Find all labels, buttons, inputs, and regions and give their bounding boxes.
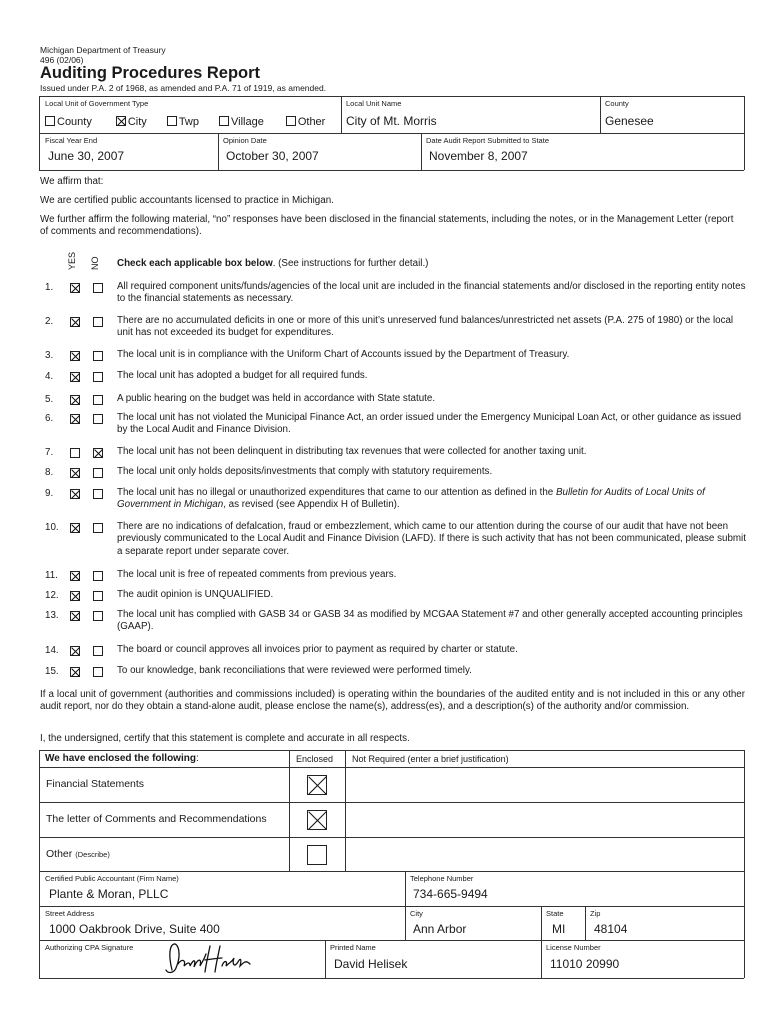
unit-type-city[interactable] bbox=[116, 116, 147, 128]
unit-type-options bbox=[45, 116, 325, 128]
zip-value[interactable]: 48104 bbox=[594, 922, 628, 936]
item-text: A public hearing on the budget was held in accordance with State statute. bbox=[117, 393, 436, 404]
unit-type-checkbox[interactable] bbox=[286, 116, 296, 126]
no-checkbox[interactable] bbox=[93, 283, 103, 293]
enclosed-row-label: Financial Statements bbox=[46, 778, 145, 790]
submitted-date-value[interactable]: November 8, 2007 bbox=[429, 149, 528, 163]
unit-type-other[interactable] bbox=[286, 116, 326, 128]
yes-column-header: YES bbox=[67, 251, 77, 270]
item-number: 4. bbox=[45, 371, 54, 382]
county-label: County bbox=[605, 99, 629, 108]
certify-statement: I, the undersigned, certify that this statement is complete and accurate in all respects. bbox=[40, 733, 410, 744]
item-number: 15. bbox=[45, 666, 59, 677]
cpa-signature bbox=[160, 940, 260, 978]
unit-type-label-text: Village bbox=[231, 116, 264, 128]
unit-type-label-text: County bbox=[57, 116, 92, 128]
unit-name-label: Local Unit Name bbox=[346, 99, 402, 108]
item-text: The local unit has complied with GASB 34 or GASB 34 as modified by MCGAA Statement #7 and other generally accepted accounting principles (GAAP). bbox=[117, 609, 743, 633]
item-number: 14. bbox=[45, 645, 59, 656]
enclosed-row-label: The letter of Comments and Recommendations bbox=[46, 813, 267, 825]
item-number: 2. bbox=[45, 316, 54, 327]
telephone-label: Telephone Number bbox=[410, 874, 474, 883]
county-value[interactable]: Genesee bbox=[605, 114, 654, 128]
yes-checkbox[interactable] bbox=[70, 571, 80, 581]
no-checkbox[interactable] bbox=[93, 611, 103, 621]
yes-checkbox[interactable] bbox=[70, 489, 80, 499]
item-text: The board or council approves all invoices prior to payment as required by charter or statute. bbox=[117, 644, 518, 655]
item-number: 3. bbox=[45, 350, 54, 361]
yes-checkbox[interactable] bbox=[70, 611, 80, 621]
city-label: City bbox=[410, 909, 423, 918]
unit-type-checkbox[interactable] bbox=[116, 116, 126, 126]
no-checkbox[interactable] bbox=[93, 489, 103, 499]
no-checkbox[interactable] bbox=[93, 414, 103, 424]
item-number: 1. bbox=[45, 282, 54, 293]
page-title: Auditing Procedures Report bbox=[40, 64, 261, 82]
no-checkbox[interactable] bbox=[93, 448, 103, 458]
state-label: State bbox=[546, 909, 564, 918]
signature-label: Authorizing CPA Signature bbox=[45, 943, 134, 952]
yes-checkbox[interactable] bbox=[70, 667, 80, 677]
enclosed-checkbox[interactable] bbox=[307, 775, 327, 795]
item-text: The local unit has not violated the Municipal Finance Act, an order issued under the Emergency Municipal Loan Act, or other guidance as issued by the Local Audit and Finance Division. bbox=[117, 412, 742, 436]
no-checkbox[interactable] bbox=[93, 468, 103, 478]
street-value[interactable]: 1000 Oakbrook Drive, Suite 400 bbox=[49, 922, 220, 936]
license-value[interactable]: 11010 20990 bbox=[550, 957, 620, 971]
item-text: There are no accumulated deficits in one or more of this unit’s unreserved fund balances/unrestricted net assets (P.A. 275 of 1980) or the local unit has not exceeded its budget for expenditures. bbox=[117, 315, 734, 339]
yes-checkbox[interactable] bbox=[70, 351, 80, 361]
street-label: Street Address bbox=[45, 909, 95, 918]
department-name: Michigan Department of Treasury bbox=[40, 45, 166, 55]
unit-type-label-text: Other bbox=[297, 116, 326, 128]
item-text: The audit opinion is UNQUALIFIED. bbox=[117, 589, 274, 600]
enclosed-column-header: Enclosed bbox=[296, 754, 334, 764]
yes-checkbox[interactable] bbox=[70, 523, 80, 533]
no-checkbox[interactable] bbox=[93, 667, 103, 677]
affirm-cpa: We are certified public accountants licensed to practice in Michigan. bbox=[40, 195, 334, 206]
cpa-firm-value[interactable]: Plante & Moran, PLLC bbox=[49, 887, 169, 901]
no-checkbox[interactable] bbox=[93, 395, 103, 405]
yes-checkbox[interactable] bbox=[70, 414, 80, 424]
item-number: 5. bbox=[45, 394, 54, 405]
item-number: 12. bbox=[45, 590, 59, 601]
enclosed-row-label: Other (Describe) bbox=[46, 848, 110, 860]
affirm-disclosure: We further affirm the following material, “no” responses have been disclosed in the financial statements, including the notes, or in the Management Letter (report of comments and recommendations). bbox=[40, 214, 734, 238]
city-value[interactable]: Ann Arbor bbox=[413, 922, 467, 936]
submitted-date-label: Date Audit Report Submitted to State bbox=[426, 136, 549, 145]
opinion-date-value[interactable]: October 30, 2007 bbox=[226, 149, 319, 163]
unit-type-twp[interactable] bbox=[167, 116, 199, 128]
license-label: License Number bbox=[546, 943, 601, 952]
no-checkbox[interactable] bbox=[93, 571, 103, 581]
item-text: The local unit has no illegal or unauthorized expenditures that came to our attention as defined in the Bulletin for Audits of Local Units of Government in Michigan, as revised (see Appendix H of Bulletin). bbox=[117, 487, 705, 511]
item-number: 9. bbox=[45, 488, 54, 499]
item-text: The local unit only holds deposits/investments that comply with statutory requirements. bbox=[117, 466, 493, 477]
unit-name-value[interactable]: City of Mt. Morris bbox=[346, 114, 437, 128]
yes-checkbox[interactable] bbox=[70, 283, 80, 293]
item-text: The local unit is in compliance with the Uniform Chart of Accounts issued by the Department of Treasury. bbox=[117, 349, 570, 360]
yes-checkbox[interactable] bbox=[70, 372, 80, 382]
form-number: 496 (02/06) bbox=[40, 55, 84, 65]
not-required-column-header: Not Required (enter a brief justification) bbox=[352, 754, 509, 764]
item-number: 11. bbox=[45, 570, 58, 581]
unit-type-label: Local Unit of Government Type bbox=[45, 99, 149, 108]
item-number: 8. bbox=[45, 467, 54, 478]
no-checkbox[interactable] bbox=[93, 317, 103, 327]
unit-type-label-text: Twp bbox=[178, 116, 199, 128]
enclosed-checkbox[interactable] bbox=[307, 810, 327, 830]
enclosed-header: We have enclosed the following: bbox=[45, 753, 199, 764]
justification-field[interactable] bbox=[348, 840, 740, 869]
justification-field[interactable] bbox=[348, 805, 740, 834]
check-instructions: Check each applicable box below. (See instructions for further detail.) bbox=[117, 258, 429, 269]
printed-name-value[interactable]: David Helisek bbox=[334, 957, 408, 971]
state-value[interactable]: MI bbox=[552, 922, 566, 936]
item-text: The local unit is free of repeated comments from previous years. bbox=[117, 569, 397, 580]
unit-type-label-text: City bbox=[127, 116, 147, 128]
no-checkbox[interactable] bbox=[93, 523, 103, 533]
unit-type-county[interactable] bbox=[45, 116, 92, 128]
yes-checkbox[interactable] bbox=[70, 395, 80, 405]
opinion-date-label: Opinion Date bbox=[223, 136, 267, 145]
item-text: To our knowledge, bank reconciliations that were reviewed were performed timely. bbox=[117, 665, 472, 676]
yes-checkbox[interactable] bbox=[70, 591, 80, 601]
zip-label: Zip bbox=[590, 909, 601, 918]
fiscal-year-value[interactable]: June 30, 2007 bbox=[48, 149, 125, 163]
cpa-firm-label: Certified Public Accountant (Firm Name) bbox=[45, 874, 179, 883]
item-number: 13. bbox=[45, 610, 59, 621]
no-checkbox[interactable] bbox=[93, 591, 103, 601]
item-text: The local unit has not been delinquent in distributing tax revenues that were collected for another taxing unit. bbox=[117, 446, 587, 457]
yes-checkbox[interactable] bbox=[70, 646, 80, 656]
no-column-header: NO bbox=[90, 256, 100, 270]
no-checkbox[interactable] bbox=[93, 351, 103, 361]
item-number: 10. bbox=[45, 522, 59, 533]
yes-checkbox[interactable] bbox=[70, 468, 80, 478]
issued-under: Issued under P.A. 2 of 1968, as amended and P.A. 71 of 1919, as amended. bbox=[40, 83, 327, 93]
no-checkbox[interactable] bbox=[93, 646, 103, 656]
fiscal-year-label: Fiscal Year End bbox=[45, 136, 98, 145]
affirm-intro: We affirm that: bbox=[40, 176, 104, 187]
item-number: 6. bbox=[45, 413, 54, 424]
item-text: There are no indications of defalcation, fraud or embezzlement, which came to our attention during the course of our audit that have not been previously communicated to the Local Audit and Finance Division (LAFD). If there is such activity that has not been communicated, please submit a separate report under separate cover. bbox=[117, 521, 746, 557]
authority-instructions: If a local unit of government (authorities and commissions included) is operating within the boundaries of the audited entity and is not included in this or any other audit report, nor do they obtain a stand-alone audit, please enclose the name(s), address(es), and a description(s) of the authority and/or commission. bbox=[40, 689, 745, 713]
unit-type-checkbox[interactable] bbox=[167, 116, 177, 126]
no-checkbox[interactable] bbox=[93, 372, 103, 382]
item-text: The local unit has adopted a budget for all required funds. bbox=[117, 370, 368, 381]
printed-name-label: Printed Name bbox=[330, 943, 376, 952]
telephone-value[interactable]: 734-665-9494 bbox=[413, 887, 488, 901]
enclosed-checkbox[interactable] bbox=[307, 845, 327, 865]
unit-type-checkbox[interactable] bbox=[219, 116, 229, 126]
unit-type-village[interactable] bbox=[219, 116, 264, 128]
yes-checkbox[interactable] bbox=[70, 317, 80, 327]
unit-type-checkbox[interactable] bbox=[45, 116, 55, 126]
yes-checkbox[interactable] bbox=[70, 448, 80, 458]
justification-field[interactable] bbox=[348, 770, 740, 799]
item-number: 7. bbox=[45, 447, 54, 458]
item-text: All required component units/funds/agencies of the local unit are included in the financial statements and/or disclosed in the reporting entity notes to the financial statements as necessary. bbox=[117, 281, 746, 305]
